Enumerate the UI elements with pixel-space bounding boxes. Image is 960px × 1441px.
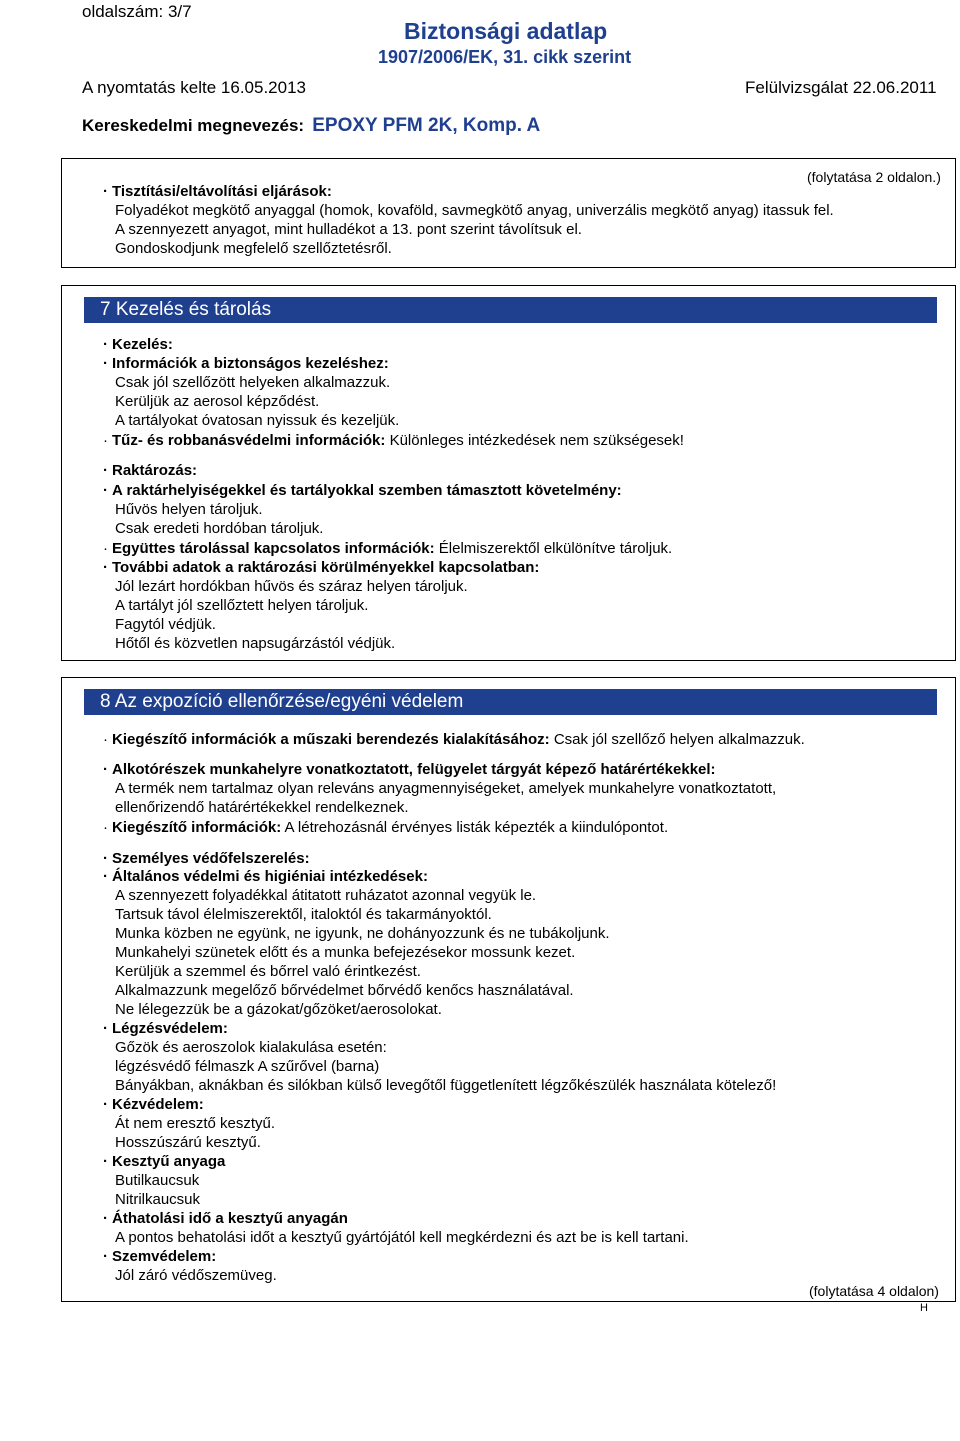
storage-label: · Raktározás: <box>103 462 198 479</box>
safe-handling-line: Csak jól szellőzött helyeken alkalmazzuk. <box>115 374 391 391</box>
hygiene-line: Kerüljük a szemmel és bőrrel való érintkezést. <box>115 963 421 980</box>
hygiene-line: Munka közben ne együnk, ne igyunk, ne dohányozzunk és ne tubákoljunk. <box>115 925 610 942</box>
hygiene-line: Ne lélegezzük be a gázokat/gőzöket/aerosolokat. <box>115 1001 442 1018</box>
hygiene-line: A szennyezett folyadékkal átitatott ruházatot azonnal vegyük le. <box>115 887 537 904</box>
permeation-label: · Áthatolási idő a kesztyű anyagán <box>103 1210 348 1227</box>
respiratory-line: légzésvédő félmaszk A szűrővel (barna) <box>115 1058 380 1075</box>
tech-info: · Kiegészítő információk a műszaki berendezés kialakításához: Csak jól szellőző helyen alkalmazzuk. <box>103 731 805 748</box>
further-storage-line: A tartályt jól szellőztett helyen tároljuk. <box>115 597 369 614</box>
limits-line: ellenőrizendő határértékekkel rendelkeznek. <box>115 799 409 816</box>
continuation-box <box>61 158 956 268</box>
ppe-label: · Személyes védőfelszerelés: <box>103 850 310 867</box>
document-subtitle: 1907/2006/EK, 31. cikk szerint <box>378 47 632 67</box>
hygiene-label: · Általános védelmi és higiéniai intézkedések: <box>103 868 428 885</box>
cleanup-line: Folyadékot megkötő anyaggal (homok, kovaföld, savmegkötő anyag, univerzális megkötő anyag) itassuk fel. <box>115 202 834 219</box>
print-date: A nyomtatás kelte 16.05.2013 <box>82 78 306 97</box>
glove-material-label: · Kesztyű anyaga <box>103 1153 226 1170</box>
storage-requirements-label: · A raktárhelyiségekkel és tartályokkal szemben támasztott követelmény: <box>103 482 622 499</box>
page-number: oldalszám: 3/7 <box>82 2 192 21</box>
hand-protection-line: Át nem eresztő kesztyű. <box>115 1115 276 1132</box>
hand-protection-label: · Kézvédelem: <box>103 1096 204 1113</box>
revision-date: Felülvizsgálat 22.06.2011 <box>745 78 937 97</box>
trade-name-label: Kereskedelmi megnevezés: <box>82 116 305 135</box>
joint-storage-info: · Együttes tárolással kapcsolatos információk: Élelmiszerektől elkülönítve tároljuk. <box>103 540 673 557</box>
glove-material-line: Nitrilkaucsuk <box>115 1191 201 1208</box>
cleanup-line: A szennyezett anyagot, mint hulladékot a 13. pont szerint távolítsuk el. <box>115 221 582 238</box>
respiratory-line: Bányákban, aknákban és silókban külső levegőtől függetlenített légzőkészülék használata kötelező! <box>115 1077 777 1094</box>
safe-handling-line: A tartályokat óvatosan nyissuk és kezeljük. <box>115 412 400 429</box>
section-7-box <box>61 285 956 661</box>
safe-handling-line: Kerüljük az aerosol képződést. <box>115 393 320 410</box>
document-title: Biztonsági adatlap <box>404 18 608 44</box>
hand-protection-line: Hosszúszárú kesztyű. <box>115 1134 261 1151</box>
trade-name <box>82 115 540 137</box>
further-storage-line: Jól lezárt hordókban hűvös és száraz helyen tároljuk. <box>115 578 468 595</box>
hygiene-line: Tartsuk távol élelmiszerektől, italoktól és takarmányoktól. <box>115 906 492 923</box>
permeation-line: A pontos behatolási időt a kesztyű gyártójától kell megkérdezni és azt be is kell tartani. <box>115 1229 689 1246</box>
hygiene-line: Alkalmazzunk megelőző bőrvédelmet bőrvédő kenőcs használatával. <box>115 982 574 999</box>
limits-label: · Alkotórészek munkahelyre vonatkoztatott, felügyelet tárgyát képező határértékekkel: <box>103 761 716 778</box>
eye-protection-label: · Szemvédelem: <box>103 1248 217 1265</box>
section-8-title: 8 Az expozíció ellenőrzése/egyéni védelem <box>84 689 937 715</box>
section-7-title: 7 Kezelés és tárolás <box>84 297 937 323</box>
trade-name-value: EPOXY PFM 2K, Komp. A <box>312 115 541 136</box>
eye-protection-line: Jól záró védőszemüveg. <box>115 1267 277 1284</box>
safe-handling-label: · Információk a biztonságos kezeléshez: <box>103 355 389 372</box>
extra-info: · Kiegészítő információk: A létrehozásnál érvényes listák képezték a kiindulópontot. <box>103 819 669 836</box>
continued-from-note: (folytatása 2 oldalon.) <box>807 169 941 185</box>
continued-on-note: (folytatása 4 oldalon) <box>809 1283 939 1299</box>
section-8-box <box>61 677 956 1302</box>
handling-label: · Kezelés: <box>103 336 173 353</box>
respiratory-line: Gőzök és aeroszolok kialakulása esetén: <box>115 1039 387 1056</box>
storage-requirement-line: Hűvös helyen tároljuk. <box>115 501 263 518</box>
respiratory-label: · Légzésvédelem: <box>103 1020 228 1037</box>
glove-material-line: Butilkaucsuk <box>115 1172 200 1189</box>
storage-requirement-line: Csak eredeti hordóban tároljuk. <box>115 520 324 537</box>
hygiene-line: Munkahelyi szünetek előtt és a munka befejezésekor mossunk kezet. <box>115 944 576 961</box>
further-storage-line: Hőtől és közvetlen napsugárzástól védjük. <box>115 635 396 652</box>
limits-line: A termék nem tartalmaz olyan releváns anyagmennyiségeket, amelyek munkahelyre vonatkoztatott, <box>115 780 777 797</box>
fire-info: · Tűz- és robbanásvédelmi információk: Különleges intézkedések nem szükségesek! <box>103 432 684 449</box>
cleanup-heading: · Tisztítási/eltávolítási eljárások: <box>103 183 332 200</box>
further-storage-line: Fagytól védjük. <box>115 616 216 633</box>
corner-mark: H <box>920 1302 928 1314</box>
cleanup-line: Gondoskodjunk megfelelő szellőztetésről. <box>115 240 392 257</box>
further-storage-label: · További adatok a raktározási körülményekkel kapcsolatban: <box>103 559 540 576</box>
